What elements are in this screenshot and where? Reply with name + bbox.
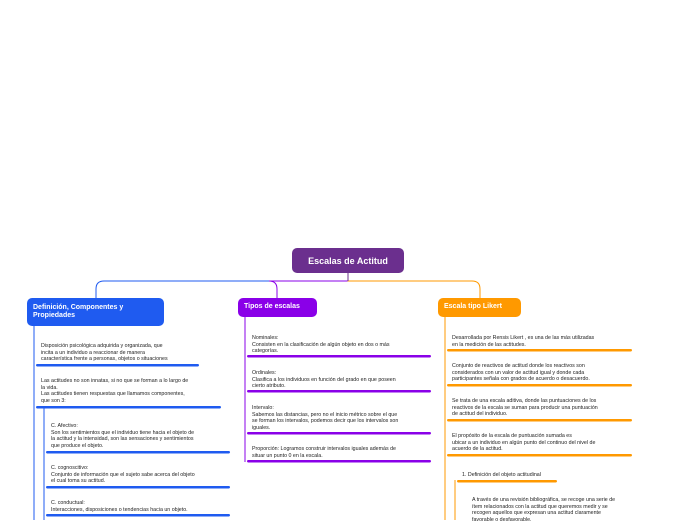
topic-proporcion[interactable] — [252, 446, 427, 459]
topic-definicion-objeto[interactable] — [462, 472, 622, 479]
topic-text: Disposición psicológica adquirida y organizada, que incita a un individuo a reaccionar de manera característica frente a personas, objetos o situaciones — [41, 343, 168, 363]
connector-root-likert — [348, 273, 480, 298]
topic-text: C. Afectivo: Son los sentimientos que el individuo tiene hacia el objeto de la actitud y la intensidad, son las sensaciones y sentimientos que produce el objeto. — [51, 423, 195, 449]
topic-rensis-likert[interactable] — [452, 335, 630, 348]
underline-likert-4 — [447, 454, 632, 457]
root-node[interactable] — [292, 248, 404, 273]
branch-definicion-title: Definición, Componentes y Propiedades — [33, 303, 124, 319]
topic-text: C. cognoscitivo: Conjunto de información que el sujeto sabe acerca del objeto el cual toma su actitud. — [51, 465, 195, 485]
topic-revision-bibliografica[interactable] — [472, 497, 644, 523]
underline-tipos-3 — [247, 432, 431, 435]
topic-conjunto-reactivos[interactable] — [452, 363, 630, 383]
underline-tipos-1 — [247, 355, 431, 358]
branch-tipos-de-escalas[interactable] — [238, 298, 317, 317]
underline-def-5 — [46, 514, 230, 517]
topic-text: Desarrollada por Rensis Likert , es una de las más utilizadas en la medición de las actitudes. — [452, 335, 595, 348]
topic-c-afectivo[interactable] — [51, 423, 231, 449]
underline-tipos-4 — [247, 460, 431, 463]
branch-escala-likert[interactable] — [438, 298, 521, 317]
topic-intervalo[interactable] — [252, 405, 427, 431]
root-title: Escalas de Actitud — [308, 255, 388, 266]
topic-actitudes-no-innatas[interactable] — [41, 378, 226, 404]
underline-def-2 — [36, 406, 221, 409]
topic-nominales[interactable] — [252, 335, 427, 355]
underline-def-1 — [36, 364, 199, 367]
underline-def-4 — [46, 486, 230, 489]
branch-definicion[interactable] — [27, 298, 164, 326]
topic-text: Intervalo: Sabemos las distancias, pero no el inicio métrico sobre el que se forman los intervalos, podemos decir que los intervalos son iguales. — [252, 405, 399, 431]
topic-disposicion[interactable] — [41, 343, 206, 363]
underline-likert-5 — [457, 480, 557, 483]
topic-text: Ordinales: Clasifica a los individuos en función del grado en que poseen cierto atributo. — [252, 370, 396, 390]
topic-text: Nominales: Consisten en la clasificación de algún objeto en dos o más categorías. — [252, 335, 390, 355]
underline-likert-3 — [447, 419, 632, 422]
topic-text: El propósito de la escala de puntuación sumada es ubicar a un individuo en algún punto del continuo del nivel de acuerdo de la actitud. — [452, 433, 596, 453]
topic-ordinales[interactable] — [252, 370, 427, 390]
topic-c-cognoscitivo[interactable] — [51, 465, 231, 485]
underline-likert-1 — [447, 349, 632, 352]
topic-proposito[interactable] — [452, 433, 630, 453]
underline-def-3 — [46, 451, 230, 454]
underline-likert-2 — [447, 384, 632, 387]
topic-text: A través de una revisión bibliográfica, se recoge una serie de ítem relacionados con la actitud que queremos medir y se recogen aquellos que expresan una actitud claramente favorable o desfavorable. — [472, 497, 616, 523]
topic-c-conductual[interactable] — [51, 500, 231, 513]
branch-tipos-title: Tipos de escalas — [244, 303, 300, 311]
topic-escala-aditiva[interactable] — [452, 398, 630, 418]
branch-likert-title: Escala tipo Likert — [444, 303, 502, 311]
connector-root-tipos — [269, 273, 348, 298]
connector-root-definicion — [96, 273, 348, 298]
topic-text: 1. Definición del objeto actitudinal — [462, 472, 541, 478]
topic-text: Conjunto de reactivos de actitud donde los reactivos son considerados con un valor de actitud igual y donde cada participantes señala con grados de acuerdo o desacuerdo. — [452, 363, 590, 383]
topic-text: Se trata de una escala aditiva, donde las puntuaciones de los reactivos de la escala se suman para producir una puntuación de actitud del individuo. — [452, 398, 598, 418]
topic-text: Proporción: Logramos construir intervalos iguales además de situar un punto 0 en la escala. — [252, 446, 396, 459]
underline-tipos-2 — [247, 390, 431, 393]
topic-text: Las actitudes no son innatas, si no que se forman a lo largo de la vida. Las actitudes tienen respuestas que llamamos componentes, que son 3: — [41, 378, 189, 404]
topic-text: C. conductual: Interacciones, disposiciones o tendencias hacia un objeto. — [51, 500, 188, 513]
